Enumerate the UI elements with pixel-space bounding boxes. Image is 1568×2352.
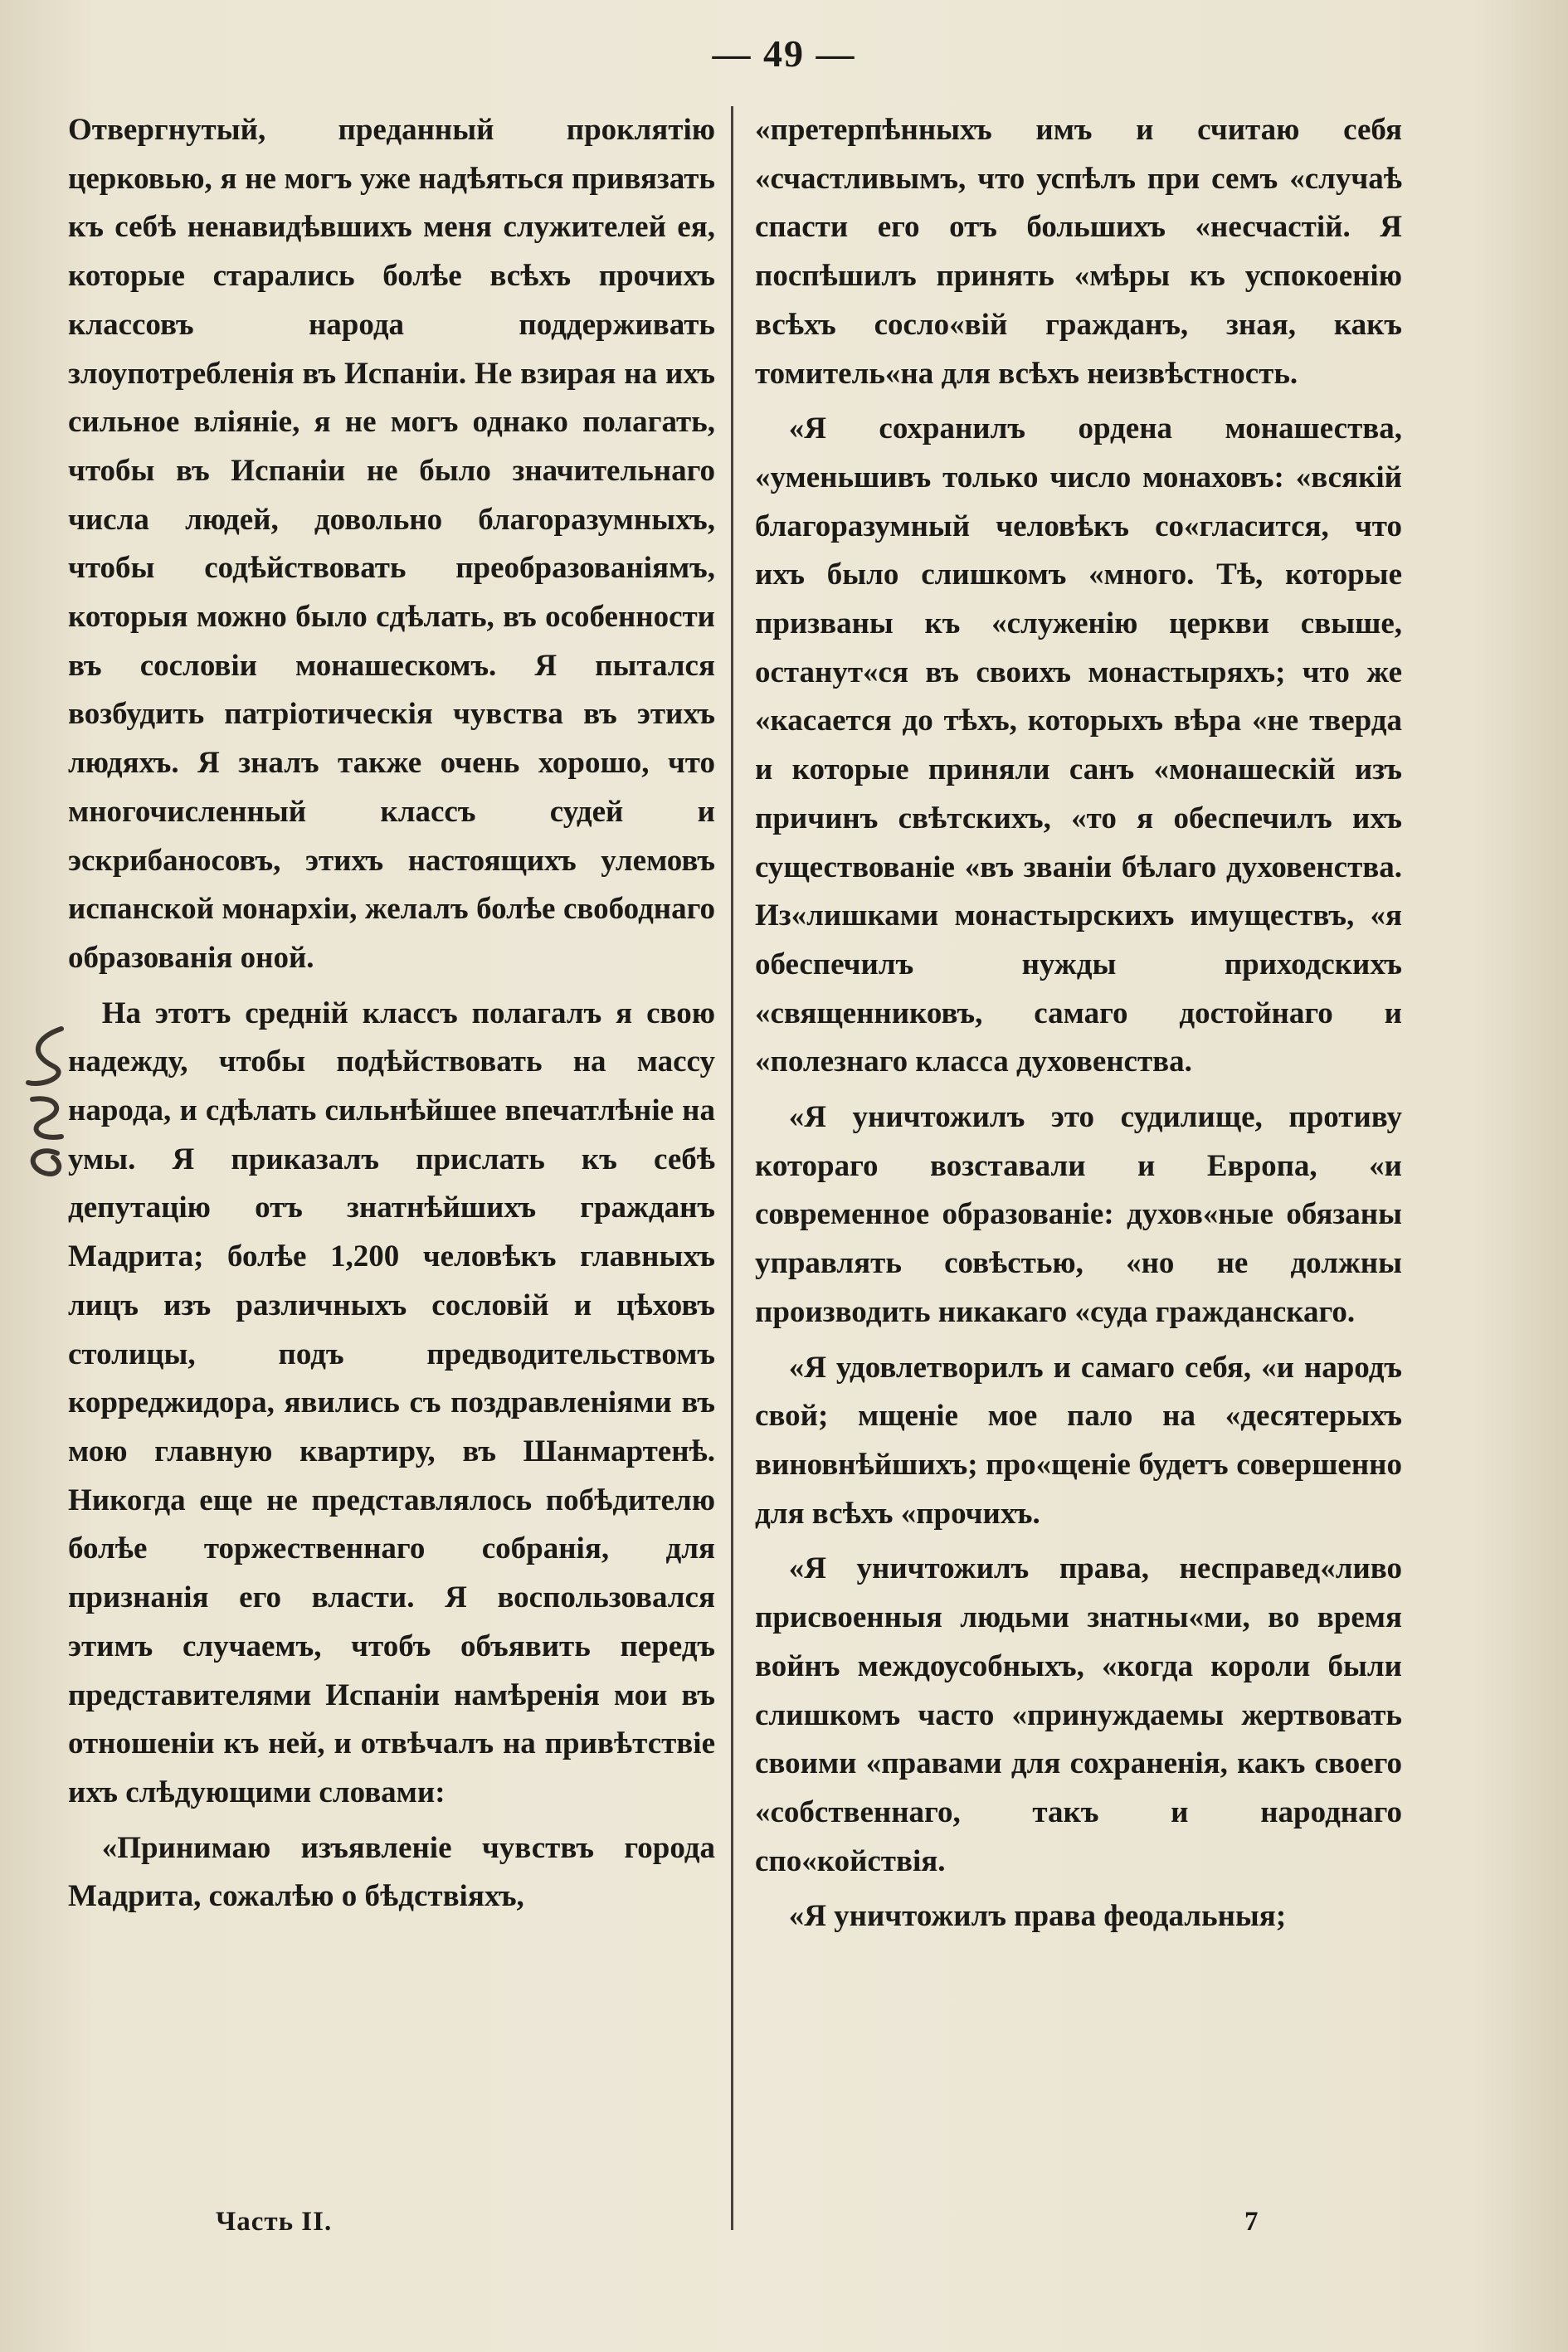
paragraph: «Я уничтожилъ права, несправед«ливо присвоенныя людьми знатны«ми, во время войнъ междоусобныхъ, «когда короли были слишкомъ часто «принуждаемы жертвовать своими «правами для сохраненія, какъ своего «собственнаго, такъ и народнаго спо«койствія.	[755, 1551, 1402, 1878]
signature-mark: Часть II.	[216, 2207, 333, 2237]
sheet-number: 7	[1244, 2207, 1259, 2237]
paragraph: Отвергнутый, преданный проклятію церковью, я не могъ уже надѣяться привязать къ себѣ ненавидѣвшихъ меня служителей ея, которые старались болѣе всѣхъ прочихъ классовъ народа поддерживать злоупотребленія въ Испаніи. Не взирая на ихъ сильное вліяніе, я не могъ однако полагать, чтобы въ Испаніи не было значительнаго числа людей, довольно благоразумныхъ, чтобы содѣйствовать преобразованіямъ, которыя можно было сдѣлать, въ особенности въ сословіи монашескомъ. Я пытался возбудить патріотическія чувства въ этихъ людяхъ. Я зналъ также очень хорошо, что многочисленный классъ судей и эскрибаносовъ, этихъ настоящихъ улемовъ испанской монархіи, желалъ болѣе свободнаго образованія оной.	[68, 113, 715, 975]
paragraph: «Принимаю изъявленіе чувствъ города Мадрита, сожалѣю о бѣдствіяхъ,	[68, 1830, 715, 1914]
left-column	[68, 106, 715, 1921]
paragraph: «Я сохранилъ ордена монашества, «уменьшивъ только число монаховъ: «всякій благоразумный человѣкъ со«гласится, что ихъ было слишкомъ «много. Тѣ, которые призваны къ «служенію церкви свыше, останут«ся въ своихъ монастыряхъ; что же «касается до тѣхъ, которыхъ вѣра «не тверда и которые приняли санъ «монашескій изъ причинъ свѣтскихъ, «то я обеспечилъ ихъ существованіе «въ званіи бѣлаго духовенства. Из«лишками монастырскихъ имуществъ, «я обеспечилъ нужды приходскихъ «священниковъ, самаго достойнаго и «полезнаго класса духовенства.	[755, 411, 1402, 1079]
handwritten-mark-icon	[12, 1020, 78, 1186]
column-divider	[731, 106, 733, 2230]
paragraph: «Я уничтожилъ права феодальныя;	[788, 1899, 1287, 1934]
paragraph: На этотъ среднiй классъ полагалъ я свою надежду, чтобы подѣйствовать на массу народа, и сдѣлать сильнѣйшее впечатлѣніе на умы. Я приказалъ прислать къ себѣ депутацію отъ знатнѣйшихъ гражданъ Мадрита; болѣе 1,200 человѣкъ главныхъ лицъ изъ различныхъ сословій и цѣховъ столицы, подъ предводительствомъ корреджидора, явились съ поздравленіями въ мою главную квартиру, въ Шанмартенѣ. Никогда еще не представлялось побѣдителю болѣе торжественнаго собранія, для признанія его власти. Я воспользовался этимъ случаемъ, чтобъ объявить передъ представителями Испаніи намѣренія мои въ отношеніи къ ней, и отвѣчалъ на привѣтствіе ихъ слѣдующими словами:	[68, 996, 715, 1809]
paragraph: «Я уничтожилъ это судилище, противу котораго возставали и Европа, «и современное образованіе: духов«ные обязаны управлять совѣстью, «но не должны производить никакаго «суда гражданскаго.	[755, 1100, 1402, 1329]
page-number: — 49 —	[712, 32, 856, 75]
paragraph: «претерпѣнныхъ имъ и считаю себя «счастливымъ, что успѣлъ при семъ «случаѣ спасти его отъ большихъ «несчастій. Я поспѣшилъ принять «мѣры къ успокоенію всѣхъ сосло«вій гражданъ, зная, какъ томитель«на для всѣхъ неизвѣстность.	[755, 113, 1402, 391]
right-column	[755, 106, 1402, 1941]
paragraph: «Я удовлетворилъ и самаго себя, «и народъ свой; мщеніе мое пало на «десятерыхъ виновнѣйшихъ; про«щеніе будетъ совершенно для всѣхъ «прочихъ.	[755, 1350, 1402, 1531]
